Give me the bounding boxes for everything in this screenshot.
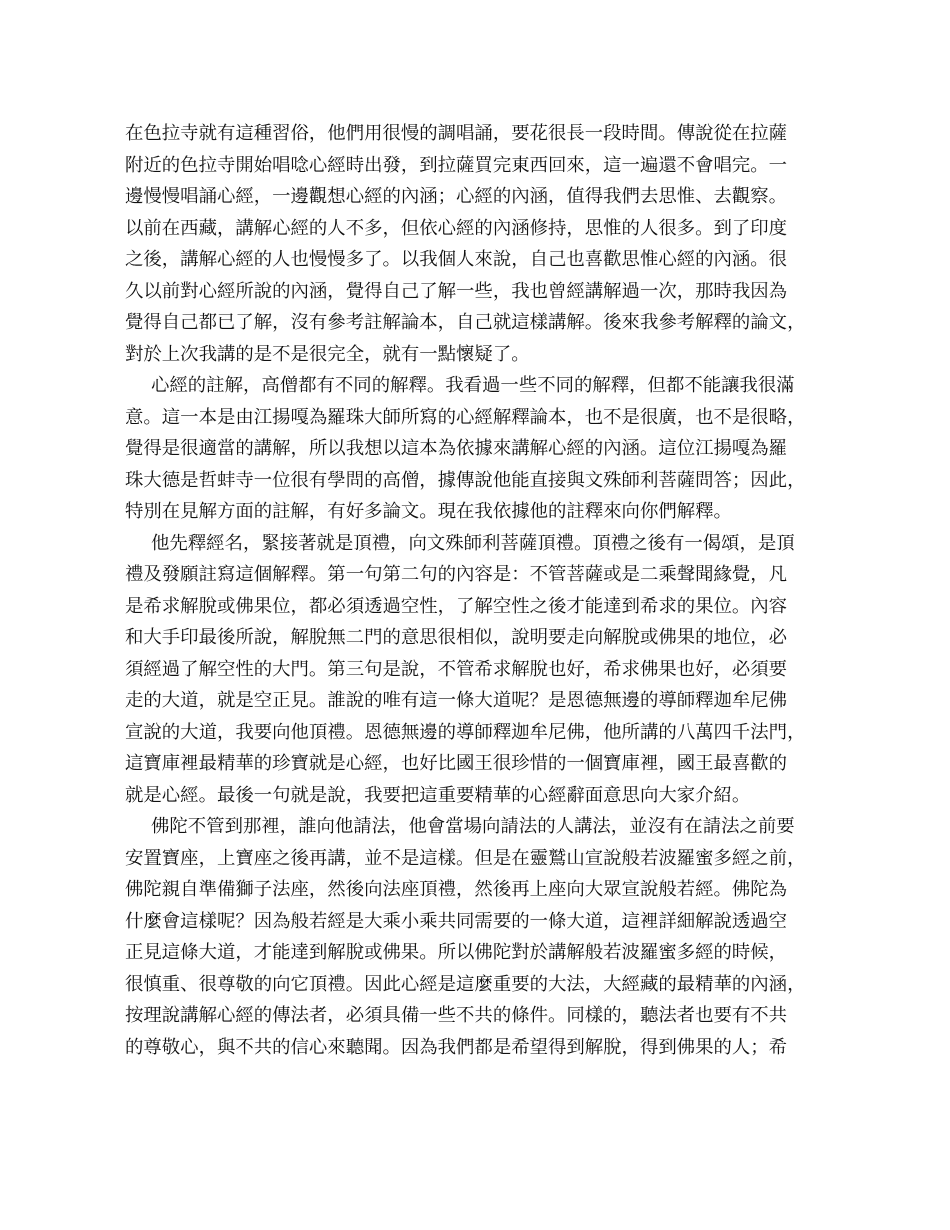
text-line: 禮及發願註寫這個解釋。第一句第二句的內容是：不管菩薩或是二乘聲聞緣覺，凡	[125, 564, 788, 585]
paragraph-1	[125, 118, 830, 370]
text-line: 久以前對心經所說的內涵，覺得自己了解一些，我也曾經講解過一次，那時我因為	[125, 280, 788, 302]
text-line: 宣說的大道，我要向他頂禮。恩德無邊的導師釋迦牟尼佛，他所講的八萬四千法門，	[125, 721, 806, 743]
text-line: 佛陀不管到那裡，誰向他請法，他會當場向請法的人講法，並沒有在請法之前要	[151, 816, 795, 837]
text-line: 佛陀親自準備獅子法座，然後向法座頂禮，然後再上座向大眾宣說般若經。佛陀為	[125, 879, 788, 900]
text-line: 須經過了解空性的大門。第三句是說，不管希求解脫也好，希求佛果也好，必須要	[125, 658, 788, 680]
text-line: 以前在西藏，講解心經的人不多，但依心經的內涵修持，思惟的人很多。到了印度	[125, 217, 788, 239]
text-line: 邊慢慢唱誦心經，一邊觀想心經的內涵；心經的內涵，值得我們去思惟、去觀察。	[125, 186, 788, 207]
paragraph-4	[125, 811, 830, 1063]
text-line: 在色拉寺就有這種習俗，他們用很慢的調唱誦，要花很長一段時間。傳說從在拉薩	[125, 123, 788, 144]
text-line: 和大手印最後所說，解脫無二門的意思很相似，說明要走向解脫或佛果的地位，必	[125, 627, 788, 648]
text-line: 安置寶座，上寶座之後再講，並不是這樣。但是在靈鷲山宣說般若波羅蜜多經之前，	[125, 847, 806, 869]
text-line: 特別在見解方面的註解，有好多論文。現在我依據他的註釋來向你們解釋。	[125, 501, 732, 522]
text-line: 很慎重、很尊敬的向它頂禮。因此心經是這麼重要的大法，大經藏的最精華的內涵，	[125, 973, 806, 995]
text-line: 正見這條大道，才能達到解脫或佛果。所以佛陀對於講解般若波羅蜜多經的時候，	[125, 942, 788, 963]
text-line: 就是心經。最後一句就是說，我要把這重要精華的心經辭面意思向大家介紹。	[125, 784, 751, 806]
text-line: 之後，講解心經的人也慢慢多了。以我個人來說，自己也喜歡思惟心經的內涵。很	[125, 249, 788, 270]
text-line: 的尊敬心，與不共的信心來聽聞。因為我們都是希望得到解脫，得到佛果的人；希	[125, 1036, 788, 1058]
text-line: 對於上次我講的是不是很完全，就有一點懷疑了。	[125, 343, 530, 365]
text-line: 他先釋經名，緊接著就是頂禮，向文殊師利菩薩頂禮。頂禮之後有一偈頌，是頂	[151, 532, 795, 554]
paragraph-3	[125, 528, 830, 812]
text-line: 什麼會這樣呢？因為般若經是大乘小乘共同需要的一條大道，這裡詳細解說透過空	[125, 910, 788, 932]
text-line: 走的大道，就是空正見。誰說的唯有這一條大道呢？是恩德無邊的導師釋迦牟尼佛	[125, 690, 788, 711]
text-line: 附近的色拉寺開始唱唸心經時出發，到拉薩買完東西回來，這一遍還不會唱完。一	[125, 154, 788, 176]
text-line: 是希求解脫或佛果位，都必須透過空性，了解空性之後才能達到希求的果位。內容	[125, 595, 788, 617]
document-page	[125, 118, 830, 1063]
text-line: 意。這一本是由江揚嘎為羅珠大師所寫的心經解釋論本，也不是很廣，也不是很略，	[125, 406, 806, 428]
text-line: 覺得自己都已了解，沒有參考註解論本，自己就這樣講解。後來我參考解釋的論文，	[125, 312, 806, 333]
text-line: 心經的註解，高僧都有不同的解釋。我看過一些不同的解釋，但都不能讓我很滿	[151, 375, 795, 396]
text-line: 珠大德是哲蚌寺一位很有學問的高僧，據傳說他能直接與文殊師利菩薩問答；因此，	[125, 469, 806, 491]
text-line: 按理說講解心經的傳法者，必須具備一些不共的條件。同樣的，聽法者也要有不共	[125, 1005, 788, 1026]
paragraph-2	[125, 370, 830, 528]
text-line: 這寶庫裡最精華的珍寶就是心經，也好比國王很珍惜的一個寶庫裡，國王最喜歡的	[125, 753, 788, 774]
text-line: 覺得是很適當的講解，所以我想以這本為依據來講解心經的內涵。這位江揚嘎為羅	[125, 438, 788, 459]
